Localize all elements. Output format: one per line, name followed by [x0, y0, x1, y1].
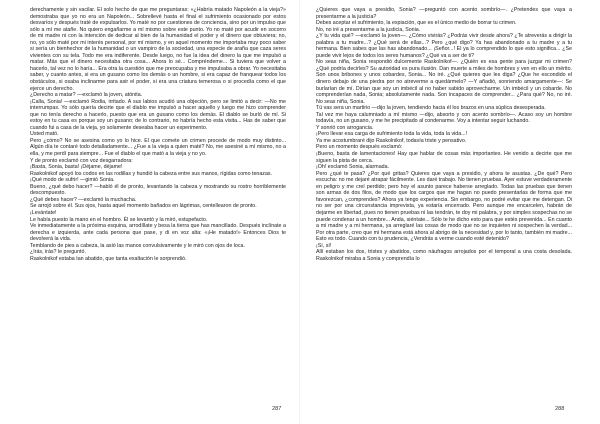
paragraph: ¿Derecho a matar? —exclamó la joven, atónita. [30, 92, 143, 99]
paragraph: Pero ¿qué te pasa? ¿Por qué gritas? Quieres que vaya a presidio, y ahora te asustas. ¿De qué? Pero escucha: no me dejaré atrapar fácilmente. Les daré trabajo. No tienen pruebas. Ayer estuve verdaderamente en peligro y me creí perdido; pero hoy el asunto parece haberse arreglado. Todas las pruebas que tienen son armas de dos filos, de modo que los cargos que me hagan no puedo presentarlas de forma que me favorezcan, ¿comprendes? Ahora ya tengo experiencia. Sin embargo, no podré evitar que me detengan. Di no ser por una circunstancia imprevista, ya estaría encerrado. Pero aunque me encarcelen, habrán de dejarme en libertad, pues no tienen pruebas ni las tendrán, te doy mi palabra, y por simples sospechas no se puede condenar a un hombre... Anda, siéntate... Sólo te he dicho esto para que estés prevenida... En cuanto a mi madre y a mi hermana, ya arreglaré las cosas de modo que no se inquieten ni sospechen la verdad... Por otra parte, creo que mi hermana está ahora al abrigo de la necesidad y, por lo tanto, también mi madre... Esto es todo. Cuando con tu prudencia, ¿Vendrás a verme cuando esté detenido? [316, 170, 572, 243]
paragraph: Tú vas sera un martirio —dijo la joven, tendiendo hacia él los brazos en una súplica desesperada. [316, 105, 546, 112]
paragraph: ¿Irás, irás? le preguntó. [30, 249, 86, 256]
paragraph: Bueno, ¿qué debo hacer? —habló él de pronto, levantando la cabeza y mostrando su rostro horriblemente descompuesto. [30, 183, 286, 197]
paragraph: ¿Quieres que vaya a presidio, Sonia? —preguntó con acento sombrío—. ¿Pretendes que vaya a presentarme a la justicia? [316, 7, 572, 20]
paragraph: Usted mató. [30, 131, 59, 138]
paragraph: Debes aceptar el sufrimiento, la expiación, que es el único medio de borrar tu crimen. [316, 20, 517, 27]
paragraph: ¡Pero llevar esa carga de sufrimiento toda la vida, toda la vida...! [316, 131, 468, 138]
paragraph: Le había puesto la mano en el hombro. Él se levantó y la miró, estupefacto. [30, 216, 208, 223]
paragraph: ¿Y tu vida qué? —exclamó la joven—. ¿Cómo vivirás? ¿Podrás vivir desde ahora? ¿Te atreverás a dirigir la palabra a tu madre...? ¿Qué será de ellas...? Pero ¿qué digo? Ya has abandonado a tu madre y a tu hermana. Bien sabes que las has abandonado... ¡Señor...! El ya lo comprendido lo que esto significa... ¿Se puede vivir lejos de todos los seres humanos? ¿Qué va a ser de ti? [316, 33, 572, 59]
paragraph: ¡Oh! exclamó Sonia, alarmada. [316, 164, 390, 171]
paragraph: Tal vez me haya calumniado a mí mismo —dijo, absorto y con acento sombrío—. Acaso soy un hombre todavía, no un gusano, y me he precipitado al condenarme. Voy a intentar seguir luchando. [316, 111, 572, 125]
paragraph: Raskolnikof apoyó los codos en las rodillas y hundió la cabeza entre sus manos, rígidas como tenazas. [30, 170, 273, 177]
paragraph: No seas niña, Sonia respondió dulcemente Raskolnikof—. ¿Quién es esa gente para juzgar mi crimen? ¿Qué podría decirles? Su autoridad es pura ilusión. Dan muerte a miles de hombres y ven en ello un mérito. Son unos bribones y unos cobardes, Sonia... No iré. ¿Qué quieres que les diga? ¿Que he escondido el dinero debajo de una piedra por no atreverme a quedármelo? —Y añadió, sonriendo amargamente—: Se burlarían de mí. Dirían que soy un imbécil al no haber sabido aprovecharme. Un imbécil y un cobarde. No comprenderían nada, Sonia; absolutamente nada. Son incapaces de comprender... ¿Para qué? No, no iré. No seas niña, Sonia. [316, 59, 572, 105]
paragraph: No, no iré a presentarme a la justicia, Sonia. [316, 26, 421, 33]
left-page-text [30, 7, 286, 403]
paragraph: Y de pronto exclamó con voz desgarradora: [30, 157, 133, 164]
paragraph: Se arrojó sobre él. Sus ojos, hasta aquel momento bañados en lágrimas, centellearon de pronto. [30, 203, 257, 210]
right-page-text [316, 7, 572, 403]
paragraph: derechamente y sin vacilar. Él solo hecho de que me preguntaras: «¿Habría matado Napoleón a la vieja?» demostraba que yo no era un Napoleón... Sobrellevé hasta el final el sufrimiento ocasionado por estos desvaríos y después traté de expulsarlos. Yo maté no por cuestiones de conciencia, sino por un impulso que sólo a mí me atañe. No quiero engañarme a mí mismo sobre este punto. Yo no maté por acudir en socorro de mi madre ni con la intención de dedicar al bien de la humanidad el poder y el dinero que obtuviera; no, no, yo sólo maté por mi interés personal, por mí mismo, y en aquel momento me importaba muy poco saber si sería un bienhechor de la humanidad o un vampiro de la sociedad, una especie de araña que caza seres vivientes con su tela. Todo me era indiferente. Desde luego, no fue la idea del dinero la que me impulsó a matar. Más que el dinero necesitaba otra cosa... Ahora lo sé... Compréndeme... Si tuviera que volver a hacerlo, tal vez no lo haría... Era otra la cuestión que me preocupaba y me impulsaba a obrar. Yo necesitaba saber, y cuanto antes, si era un gusano como los demás o un hombre, si era capaz de franquear todos los obstáculos, si osaba inclinarme para asir el poder, si era una criatura temerosa o si procedía como el que ejerce un derecho. [30, 7, 286, 92]
paragraph: Temblando de pies a cabeza, la asió las manos convulsivamente y le miró con ojos de loca. [30, 242, 245, 249]
paragraph: ¡Sí, sí! [316, 242, 332, 249]
paragraph: ¡Qué modo de sufrir! —gimió Sonia. [30, 177, 115, 184]
paragraph: ¡Basta, Sonia, basta! ¡Déjame, déjame! [30, 164, 123, 171]
paragraph: Pero un momento después exclamó: [316, 144, 403, 151]
paragraph: ¿Qué debes hacer? —exclamó la muchacha. [30, 196, 137, 203]
paragraph: Allí estaban los dos, tristes y abatidos, como náufragos arrojados por el temporal a una costa desolada. Raskolnikof miraba a Sonia y comprendía lo [316, 249, 572, 262]
right-page-number: 288 [555, 406, 565, 412]
paragraph: ¡Levántate! [30, 209, 57, 216]
paragraph: Pero ¿cómo? No se asesina como yo lo hice. El que comete un crimen procede de modo muy distinto... Algún día te contaré todo detalladamente... ¿Fue a la vieja a quien maté? No, me asesiné a mí mismo, no a ella, y me perdí para siempre... Fue el diablo el que mató a la vieja y no yo. [30, 137, 286, 158]
paragraph: Raskolnikof estaba tan abatido, que tanta exaltación le sorprendió. [30, 255, 187, 262]
paragraph: ¡Bueno, basta de lamentaciones! Hay que hablar de cosas más importantes. He venido a decirte que me siguen la pista de cerca. [316, 151, 572, 164]
paragraph: Y sonrió con arrogancia. [316, 124, 374, 131]
left-page-number: 287 [272, 406, 282, 412]
paragraph: Ve inmediatamente a la próxima esquina, arrodíllate y besa la tierra que has mancillado. Después inclínate a derecha e izquierda, ante cada persona que pase, y di en voz alta: «¡He matado!» Entonces Dios te devolverá la vida. [30, 223, 286, 243]
page-gutter [299, 0, 300, 424]
paragraph: Ya me acostumbraré dijo Raskolnikof, todavía triste y pensativo. [316, 137, 467, 144]
paragraph: ¡Calla, Sonia! —exclamó Rodia, irritado. A sus labios acudió una objeción, pero se limitó a decir: —No me interrumpas. Yo sólo quería decirte que el diablo me impulsó a hacer aquello y luego me hizo comprender que no tenía derecho a hacerlo, puesto que era un gusano como los demás. El diablo se burló de mí. Si estoy en tu casa es porque soy un gusano; de lo contrario, no habría hecho esta visita... Has de saber que cuando fui a casa de la vieja, yo solamente deseaba hacer un experimento. [30, 98, 286, 131]
